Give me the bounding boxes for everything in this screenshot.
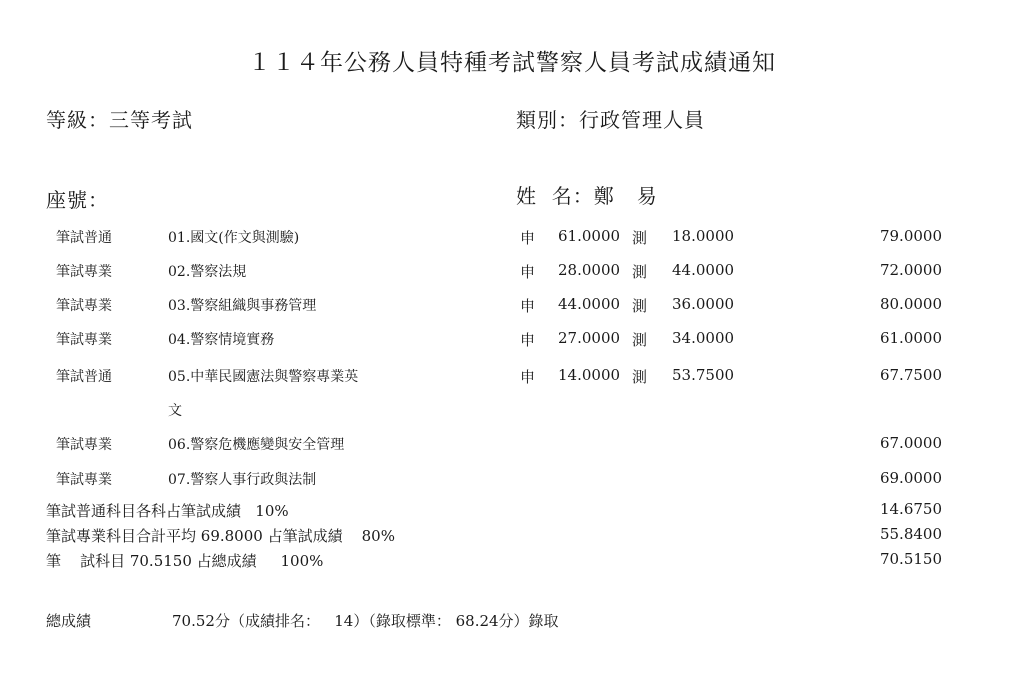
written-type-marker: 申 (520, 297, 536, 315)
subject-type: 筆試專業 (56, 437, 112, 453)
summary-label: 筆試普通科目各科占筆試成績 10% (46, 502, 289, 520)
subject-type: 筆試專業 (56, 264, 112, 280)
subject-total: 80.0000 (879, 295, 942, 313)
subject-row (0, 329, 1024, 359)
test-score: 34.0000 (672, 329, 735, 347)
summary-value: 70.5150 (879, 550, 942, 568)
written-score: 44.0000 (558, 295, 621, 313)
subject-total: 67.0000 (879, 434, 942, 452)
subject-total: 72.0000 (879, 261, 942, 279)
subject-row-continued (0, 400, 1024, 430)
test-type-marker: 測 (632, 229, 648, 247)
subject-type: 筆試專業 (56, 332, 112, 348)
subject-name: 01.國文(作文與測驗) (168, 230, 300, 246)
subject-row (0, 434, 1024, 464)
subject-total: 67.7500 (879, 366, 942, 384)
summary-label: 筆試專業科目合計平均 69.8000 占筆試成績 80% (46, 527, 395, 545)
subject-name-continued: 文 (168, 403, 182, 419)
notice-title: １１４年公務人員特種考試警察人員考試成績通知 (248, 50, 776, 76)
exam-category: 類別：行政管理人員 (516, 108, 705, 132)
written-type-marker: 申 (520, 368, 536, 386)
subject-name: 07.警察人事行政與法制 (168, 472, 317, 488)
subject-type: 筆試專業 (56, 298, 112, 314)
written-score: 14.0000 (558, 366, 621, 384)
subject-type: 筆試普通 (56, 230, 112, 246)
summary-row (0, 525, 1024, 547)
written-type-marker: 申 (520, 229, 536, 247)
test-score: 18.0000 (672, 227, 735, 245)
written-score: 61.0000 (558, 227, 621, 245)
subject-name: 03.警察組織與事務管理 (168, 298, 317, 314)
summary-row (0, 550, 1024, 572)
subject-total: 69.0000 (879, 469, 942, 487)
subject-row (0, 366, 1024, 396)
candidate-name: 姓 名：鄭 易 (516, 184, 658, 208)
summary-value: 55.8400 (879, 525, 942, 543)
seat-number: 座號： (46, 188, 109, 212)
subject-row (0, 227, 1024, 257)
subject-total: 79.0000 (879, 227, 942, 245)
summary-label: 筆 試科目 70.5150 占總成績 100% (46, 552, 324, 570)
written-score: 28.0000 (558, 261, 621, 279)
total-score-result: 70.52分（成績排名： 14）（錄取標準： 68.24分）錄取 (172, 612, 559, 630)
subject-total: 61.0000 (879, 329, 942, 347)
test-score: 53.7500 (672, 366, 735, 384)
total-score-label: 總成績 (46, 612, 92, 630)
summary-value: 14.6750 (879, 500, 942, 518)
exam-grade: 等級：三等考試 (46, 108, 193, 132)
written-type-marker: 申 (520, 263, 536, 281)
written-type-marker: 申 (520, 331, 536, 349)
subject-type: 筆試專業 (56, 472, 112, 488)
subject-type: 筆試普通 (56, 369, 112, 385)
test-type-marker: 測 (632, 368, 648, 386)
summary-row (0, 500, 1024, 522)
subject-row (0, 469, 1024, 499)
subject-name: 04.警察情境實務 (168, 332, 275, 348)
subject-name: 06.警察危機應變與安全管理 (168, 437, 345, 453)
test-type-marker: 測 (632, 263, 648, 281)
written-score: 27.0000 (558, 329, 621, 347)
subject-name: 05.中華民國憲法與警察專業英 (168, 369, 359, 385)
test-score: 44.0000 (672, 261, 735, 279)
test-type-marker: 測 (632, 297, 648, 315)
subject-name: 02.警察法規 (168, 264, 247, 280)
test-score: 36.0000 (672, 295, 735, 313)
subject-row (0, 261, 1024, 291)
subject-row (0, 295, 1024, 325)
test-type-marker: 測 (632, 331, 648, 349)
